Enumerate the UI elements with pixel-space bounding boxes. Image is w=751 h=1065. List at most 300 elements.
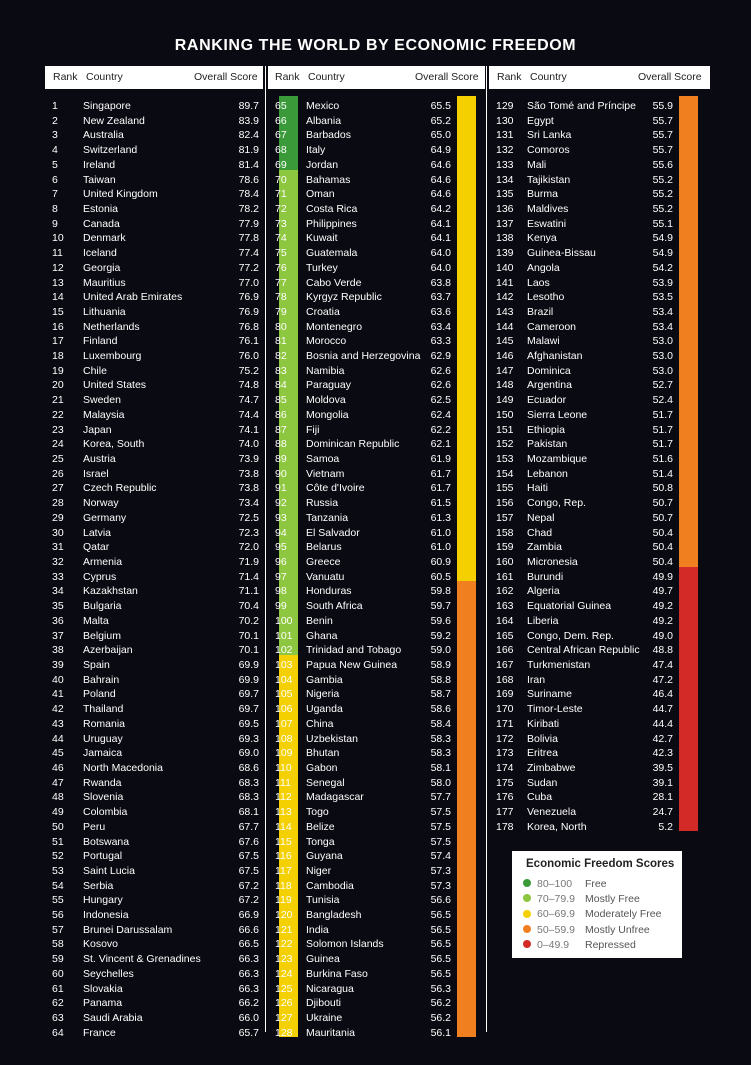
- rank-cell: 14: [52, 291, 64, 304]
- country-cell: Norway: [83, 497, 119, 510]
- table-row: [489, 334, 710, 349]
- table-row: [45, 996, 263, 1011]
- table-row: [268, 849, 485, 864]
- table-row: [268, 761, 485, 776]
- country-cell: Brazil: [527, 305, 554, 318]
- country-header: Country: [86, 71, 123, 83]
- score-cell: 56.2: [430, 1012, 451, 1025]
- score-cell: 61.7: [430, 482, 451, 495]
- rank-cell: 144: [496, 320, 514, 333]
- score-cell: 59.0: [430, 644, 451, 657]
- score-color-bar: [679, 96, 698, 567]
- score-cell: 70.1: [238, 644, 259, 657]
- country-cell: Vietnam: [306, 467, 345, 480]
- country-cell: Samoa: [306, 453, 340, 466]
- rank-cell: 148: [496, 379, 514, 392]
- score-cell: 62.5: [430, 394, 451, 407]
- score-cell: 53.0: [652, 350, 673, 363]
- table-row: [268, 540, 485, 555]
- country-cell: Sudan: [527, 776, 558, 789]
- country-cell: New Zealand: [83, 114, 145, 127]
- table-row: [268, 408, 485, 423]
- rank-cell: 141: [496, 276, 514, 289]
- rank-cell: 126: [275, 997, 293, 1010]
- country-cell: Tunisia: [306, 894, 340, 907]
- table-row: [489, 187, 710, 202]
- score-cell: 54.9: [652, 247, 673, 260]
- table-row: [489, 805, 710, 820]
- table-row: [268, 173, 485, 188]
- score-cell: 57.4: [430, 850, 451, 863]
- score-cell: 64.0: [430, 261, 451, 274]
- score-cell: 58.3: [430, 747, 451, 760]
- table-row: [45, 276, 263, 291]
- ranking-column: [45, 66, 263, 1039]
- table-row: [45, 305, 263, 320]
- table-row: [489, 143, 710, 158]
- rank-cell: 4: [52, 144, 58, 157]
- table-row: [45, 717, 263, 732]
- rank-cell: 48: [52, 791, 64, 804]
- table-row: [268, 687, 485, 702]
- country-cell: Gambia: [306, 673, 343, 686]
- table-row: [45, 496, 263, 511]
- rank-cell: 44: [52, 732, 64, 745]
- score-cell: 65.0: [430, 129, 451, 142]
- country-cell: Mali: [527, 158, 547, 171]
- rank-cell: 77: [275, 276, 287, 289]
- rank-cell: 73: [275, 217, 287, 230]
- score-cell: 51.7: [652, 438, 673, 451]
- country-cell: Saudi Arabia: [83, 1012, 143, 1025]
- country-cell: Cabo Verde: [306, 276, 362, 289]
- score-cell: 44.4: [652, 717, 673, 730]
- rank-cell: 133: [496, 158, 514, 171]
- country-cell: Vanuatu: [306, 570, 345, 583]
- table-row: [268, 202, 485, 217]
- country-cell: Solomon Islands: [306, 938, 384, 951]
- rank-cell: 154: [496, 467, 514, 480]
- country-cell: Azerbaijan: [83, 644, 133, 657]
- rank-cell: 151: [496, 423, 514, 436]
- rank-cell: 98: [275, 585, 287, 598]
- score-cell: 57.3: [430, 864, 451, 877]
- country-cell: Indonesia: [83, 909, 129, 922]
- country-cell: Sweden: [83, 394, 121, 407]
- country-cell: Barbados: [306, 129, 351, 142]
- country-cell: Nigeria: [306, 688, 340, 701]
- score-cell: 67.6: [238, 835, 259, 848]
- score-cell: 71.9: [238, 556, 259, 568]
- legend-label: Mostly Unfree: [585, 923, 650, 936]
- table-row: [268, 629, 485, 644]
- country-cell: Tajikistan: [527, 173, 571, 186]
- rank-cell: 81: [275, 335, 287, 348]
- rank-cell: 178: [496, 820, 514, 833]
- score-cell: 64.1: [430, 217, 451, 230]
- country-cell: Djibouti: [306, 997, 342, 1010]
- table-row: [489, 408, 710, 423]
- score-cell: 55.6: [652, 158, 673, 171]
- score-cell: 72.5: [238, 511, 259, 524]
- country-cell: Bangladesh: [306, 909, 362, 922]
- rank-cell: 109: [275, 747, 293, 760]
- country-cell: Malawi: [527, 335, 560, 348]
- table-row: [45, 320, 263, 335]
- table-row: [45, 231, 263, 246]
- rank-cell: 114: [275, 820, 292, 833]
- rank-cell: 100: [275, 614, 293, 627]
- country-cell: Slovakia: [83, 982, 123, 995]
- score-cell: 49.2: [652, 614, 673, 627]
- score-cell: 56.1: [430, 1026, 451, 1039]
- country-cell: Seychelles: [83, 967, 134, 980]
- table-row: [268, 437, 485, 452]
- score-cell: 55.2: [652, 188, 673, 201]
- score-cell: 76.9: [238, 305, 259, 318]
- table-row: [268, 128, 485, 143]
- table-row: [45, 702, 263, 717]
- score-cell: 55.2: [652, 173, 673, 186]
- table-row: [489, 643, 710, 658]
- country-cell: Botswana: [83, 835, 130, 848]
- country-cell: France: [83, 1026, 116, 1039]
- score-cell: 68.3: [238, 776, 259, 789]
- country-cell: Burkina Faso: [306, 967, 368, 980]
- rank-cell: 13: [52, 276, 64, 289]
- table-row: [268, 702, 485, 717]
- country-cell: El Salvador: [306, 526, 360, 539]
- rank-cell: 35: [52, 600, 64, 613]
- country-cell: Congo, Dem. Rep.: [527, 629, 614, 642]
- rank-cell: 136: [496, 202, 514, 215]
- score-cell: 54.2: [652, 261, 673, 274]
- rank-cell: 23: [52, 423, 64, 436]
- rank-header: Rank: [275, 71, 300, 83]
- country-cell: Guyana: [306, 850, 343, 863]
- rank-cell: 124: [275, 967, 293, 980]
- table-row: [45, 790, 263, 805]
- rank-cell: 47: [52, 776, 64, 789]
- score-cell: 56.6: [430, 894, 451, 907]
- country-cell: Canada: [83, 217, 120, 230]
- rank-cell: 128: [275, 1026, 293, 1039]
- rank-cell: 159: [496, 541, 514, 554]
- legend-range: 0–49.9: [537, 938, 570, 951]
- country-cell: Togo: [306, 806, 329, 819]
- legend-item: [523, 877, 607, 892]
- country-cell: Denmark: [83, 232, 126, 245]
- table-row: [489, 481, 710, 496]
- score-cell: 63.6: [430, 305, 451, 318]
- rank-cell: 105: [275, 688, 293, 701]
- rank-cell: 121: [275, 923, 293, 936]
- score-cell: 57.3: [430, 879, 451, 892]
- score-cell: 66.5: [238, 938, 259, 951]
- score-cell: 83.9: [238, 114, 259, 127]
- rank-cell: 38: [52, 644, 64, 657]
- country-cell: Ghana: [306, 629, 338, 642]
- score-cell: 76.8: [238, 320, 259, 333]
- score-cell: 58.1: [430, 761, 451, 774]
- country-cell: Senegal: [306, 776, 345, 789]
- score-cell: 64.0: [430, 247, 451, 260]
- table-row: [268, 776, 485, 791]
- table-row: [489, 673, 710, 688]
- country-cell: Albania: [306, 114, 342, 127]
- score-cell: 66.3: [238, 967, 259, 980]
- table-row: [268, 996, 485, 1011]
- rank-cell: 21: [52, 394, 64, 407]
- rank-cell: 101: [275, 629, 293, 642]
- country-cell: Cambodia: [306, 879, 354, 892]
- rank-cell: 29: [52, 511, 64, 524]
- score-cell: 58.9: [430, 658, 451, 671]
- rank-cell: 86: [275, 408, 287, 421]
- country-cell: Honduras: [306, 585, 352, 598]
- rank-cell: 76: [275, 261, 287, 274]
- score-cell: 53.9: [652, 276, 673, 289]
- rank-cell: 45: [52, 747, 64, 760]
- rank-cell: 153: [496, 453, 514, 466]
- table-row: [489, 393, 710, 408]
- rank-cell: 115: [275, 835, 292, 848]
- country-cell: Iceland: [83, 247, 117, 260]
- country-cell: St. Vincent & Grenadines: [83, 953, 201, 966]
- country-cell: Eritrea: [527, 747, 558, 760]
- table-row: [45, 599, 263, 614]
- rank-cell: 2: [52, 114, 58, 127]
- country-cell: Turkey: [306, 261, 338, 274]
- table-row: [268, 570, 485, 585]
- country-cell: Madagascar: [306, 791, 364, 804]
- table-row: [268, 290, 485, 305]
- table-row: [45, 937, 263, 952]
- rank-cell: 170: [496, 703, 514, 716]
- country-cell: Estonia: [83, 202, 119, 215]
- score-cell: 55.7: [652, 114, 673, 127]
- score-cell: 72.3: [238, 526, 259, 539]
- score-cell: 57.5: [430, 835, 451, 848]
- ranking-column: [268, 66, 485, 1039]
- table-row: [45, 364, 263, 379]
- country-cell: Singapore: [83, 100, 131, 112]
- table-row: [45, 128, 263, 143]
- score-cell: 62.9: [430, 350, 451, 363]
- country-cell: Croatia: [306, 305, 340, 318]
- table-row: [489, 790, 710, 805]
- table-row: [45, 437, 263, 452]
- score-cell: 56.5: [430, 953, 451, 966]
- rank-cell: 177: [496, 806, 514, 819]
- score-cell: 49.9: [652, 570, 673, 583]
- rank-cell: 129: [496, 100, 514, 112]
- table-row: [45, 1026, 263, 1041]
- rank-cell: 12: [52, 261, 64, 274]
- table-row: [268, 349, 485, 364]
- country-cell: Kuwait: [306, 232, 338, 245]
- country-cell: Oman: [306, 188, 335, 201]
- score-cell: 53.0: [652, 335, 673, 348]
- table-row: [489, 320, 710, 335]
- score-cell: 63.4: [430, 320, 451, 333]
- score-cell: 62.4: [430, 408, 451, 421]
- table-row: [268, 1011, 485, 1026]
- rank-cell: 17: [52, 335, 64, 348]
- table-row: [268, 393, 485, 408]
- country-cell: Mexico: [306, 100, 340, 112]
- table-row: [489, 776, 710, 791]
- rank-cell: 58: [52, 938, 64, 951]
- table-row: [45, 187, 263, 202]
- country-cell: Bulgaria: [83, 600, 122, 613]
- rank-cell: 106: [275, 703, 293, 716]
- score-cell: 61.0: [430, 526, 451, 539]
- table-row: [489, 570, 710, 585]
- score-cell: 64.6: [430, 188, 451, 201]
- table-row: [45, 732, 263, 747]
- score-cell: 55.1: [652, 217, 673, 230]
- score-cell: 67.2: [238, 894, 259, 907]
- table-row: [489, 364, 710, 379]
- legend-item: [523, 938, 636, 953]
- table-row: [489, 246, 710, 261]
- country-cell: Guinea-Bissau: [527, 247, 596, 260]
- score-cell: 74.7: [238, 394, 259, 407]
- rank-cell: 15: [52, 305, 64, 318]
- table-row: [45, 393, 263, 408]
- column-header: [268, 66, 485, 89]
- country-cell: Burma: [527, 188, 558, 201]
- table-row: [268, 467, 485, 482]
- score-cell: 81.9: [238, 144, 259, 157]
- score-cell: 71.4: [238, 570, 259, 583]
- table-row: [45, 673, 263, 688]
- column-header: [45, 66, 263, 89]
- country-cell: Côte d'Ivoire: [306, 482, 365, 495]
- table-row: [45, 555, 263, 570]
- table-row: [45, 526, 263, 541]
- table-row: [45, 849, 263, 864]
- country-cell: Papua New Guinea: [306, 658, 398, 671]
- score-cell: 52.7: [652, 379, 673, 392]
- country-cell: Korea, South: [83, 438, 145, 451]
- rank-cell: 71: [275, 188, 287, 201]
- country-cell: Laos: [527, 276, 550, 289]
- country-cell: Kenya: [527, 232, 557, 245]
- rank-cell: 94: [275, 526, 287, 539]
- rank-cell: 57: [52, 923, 64, 936]
- rank-cell: 41: [52, 688, 64, 701]
- score-cell: 60.9: [430, 556, 451, 568]
- legend-range: 50–59.9: [537, 923, 575, 936]
- country-cell: Colombia: [83, 806, 128, 819]
- country-cell: Nepal: [527, 511, 555, 524]
- country-cell: Dominica: [527, 364, 571, 377]
- score-cell: 55.7: [652, 129, 673, 142]
- rank-cell: 55: [52, 894, 64, 907]
- table-row: [489, 746, 710, 761]
- rank-cell: 172: [496, 732, 514, 745]
- rank-cell: 69: [275, 158, 287, 171]
- table-row: [268, 1026, 485, 1041]
- table-row: [489, 378, 710, 393]
- rank-cell: 20: [52, 379, 64, 392]
- country-cell: Qatar: [83, 541, 110, 554]
- table-row: [489, 202, 710, 217]
- rank-cell: 110: [275, 761, 292, 774]
- rank-cell: 145: [496, 335, 514, 348]
- country-cell: Congo, Rep.: [527, 497, 586, 510]
- country-cell: Cameroon: [527, 320, 577, 333]
- legend-range: 70–79.9: [537, 893, 575, 906]
- table-row: [489, 231, 710, 246]
- rank-cell: 138: [496, 232, 514, 245]
- table-row: [489, 467, 710, 482]
- country-cell: Hungary: [83, 894, 123, 907]
- country-cell: Dominican Republic: [306, 438, 400, 451]
- score-cell: 58.0: [430, 776, 451, 789]
- score-cell: 58.7: [430, 688, 451, 701]
- country-cell: Bahrain: [83, 673, 120, 686]
- score-cell: 72.0: [238, 541, 259, 554]
- rank-cell: 87: [275, 423, 287, 436]
- country-cell: Czech Republic: [83, 482, 157, 495]
- table-row: [45, 540, 263, 555]
- legend-dot-icon: [523, 910, 531, 918]
- table-row: [489, 128, 710, 143]
- score-cell: 54.9: [652, 232, 673, 245]
- rank-cell: 103: [275, 658, 293, 671]
- country-cell: Lebanon: [527, 467, 568, 480]
- rank-cell: 90: [275, 467, 287, 480]
- country-cell: Netherlands: [83, 320, 140, 333]
- country-cell: United Arab Emirates: [83, 291, 183, 304]
- country-cell: Paraguay: [306, 379, 351, 392]
- rank-cell: 78: [275, 291, 287, 304]
- table-row: [268, 908, 485, 923]
- score-cell: 50.4: [652, 556, 673, 568]
- column-header: [489, 66, 710, 89]
- table-row: [45, 99, 263, 114]
- table-row: [268, 452, 485, 467]
- table-row: [489, 555, 710, 570]
- score-cell: 74.4: [238, 408, 259, 421]
- rank-cell: 142: [496, 291, 514, 304]
- legend-item: [523, 892, 640, 907]
- table-row: [268, 305, 485, 320]
- rank-cell: 161: [496, 570, 514, 583]
- score-cell: 49.7: [652, 585, 673, 598]
- country-cell: Guatemala: [306, 247, 358, 260]
- country-cell: Fiji: [306, 423, 320, 436]
- rank-cell: 60: [52, 967, 64, 980]
- table-row: [45, 408, 263, 423]
- country-cell: Slovenia: [83, 791, 124, 804]
- country-cell: Ireland: [83, 158, 116, 171]
- rank-cell: 8: [52, 202, 58, 215]
- country-cell: Morocco: [306, 335, 347, 348]
- country-cell: Suriname: [527, 688, 572, 701]
- score-cell: 69.9: [238, 673, 259, 686]
- table-row: [489, 717, 710, 732]
- country-cell: Georgia: [83, 261, 121, 274]
- table-row: [45, 805, 263, 820]
- rank-cell: 5: [52, 158, 58, 171]
- table-row: [45, 614, 263, 629]
- table-row: [45, 290, 263, 305]
- country-cell: Tonga: [306, 835, 335, 848]
